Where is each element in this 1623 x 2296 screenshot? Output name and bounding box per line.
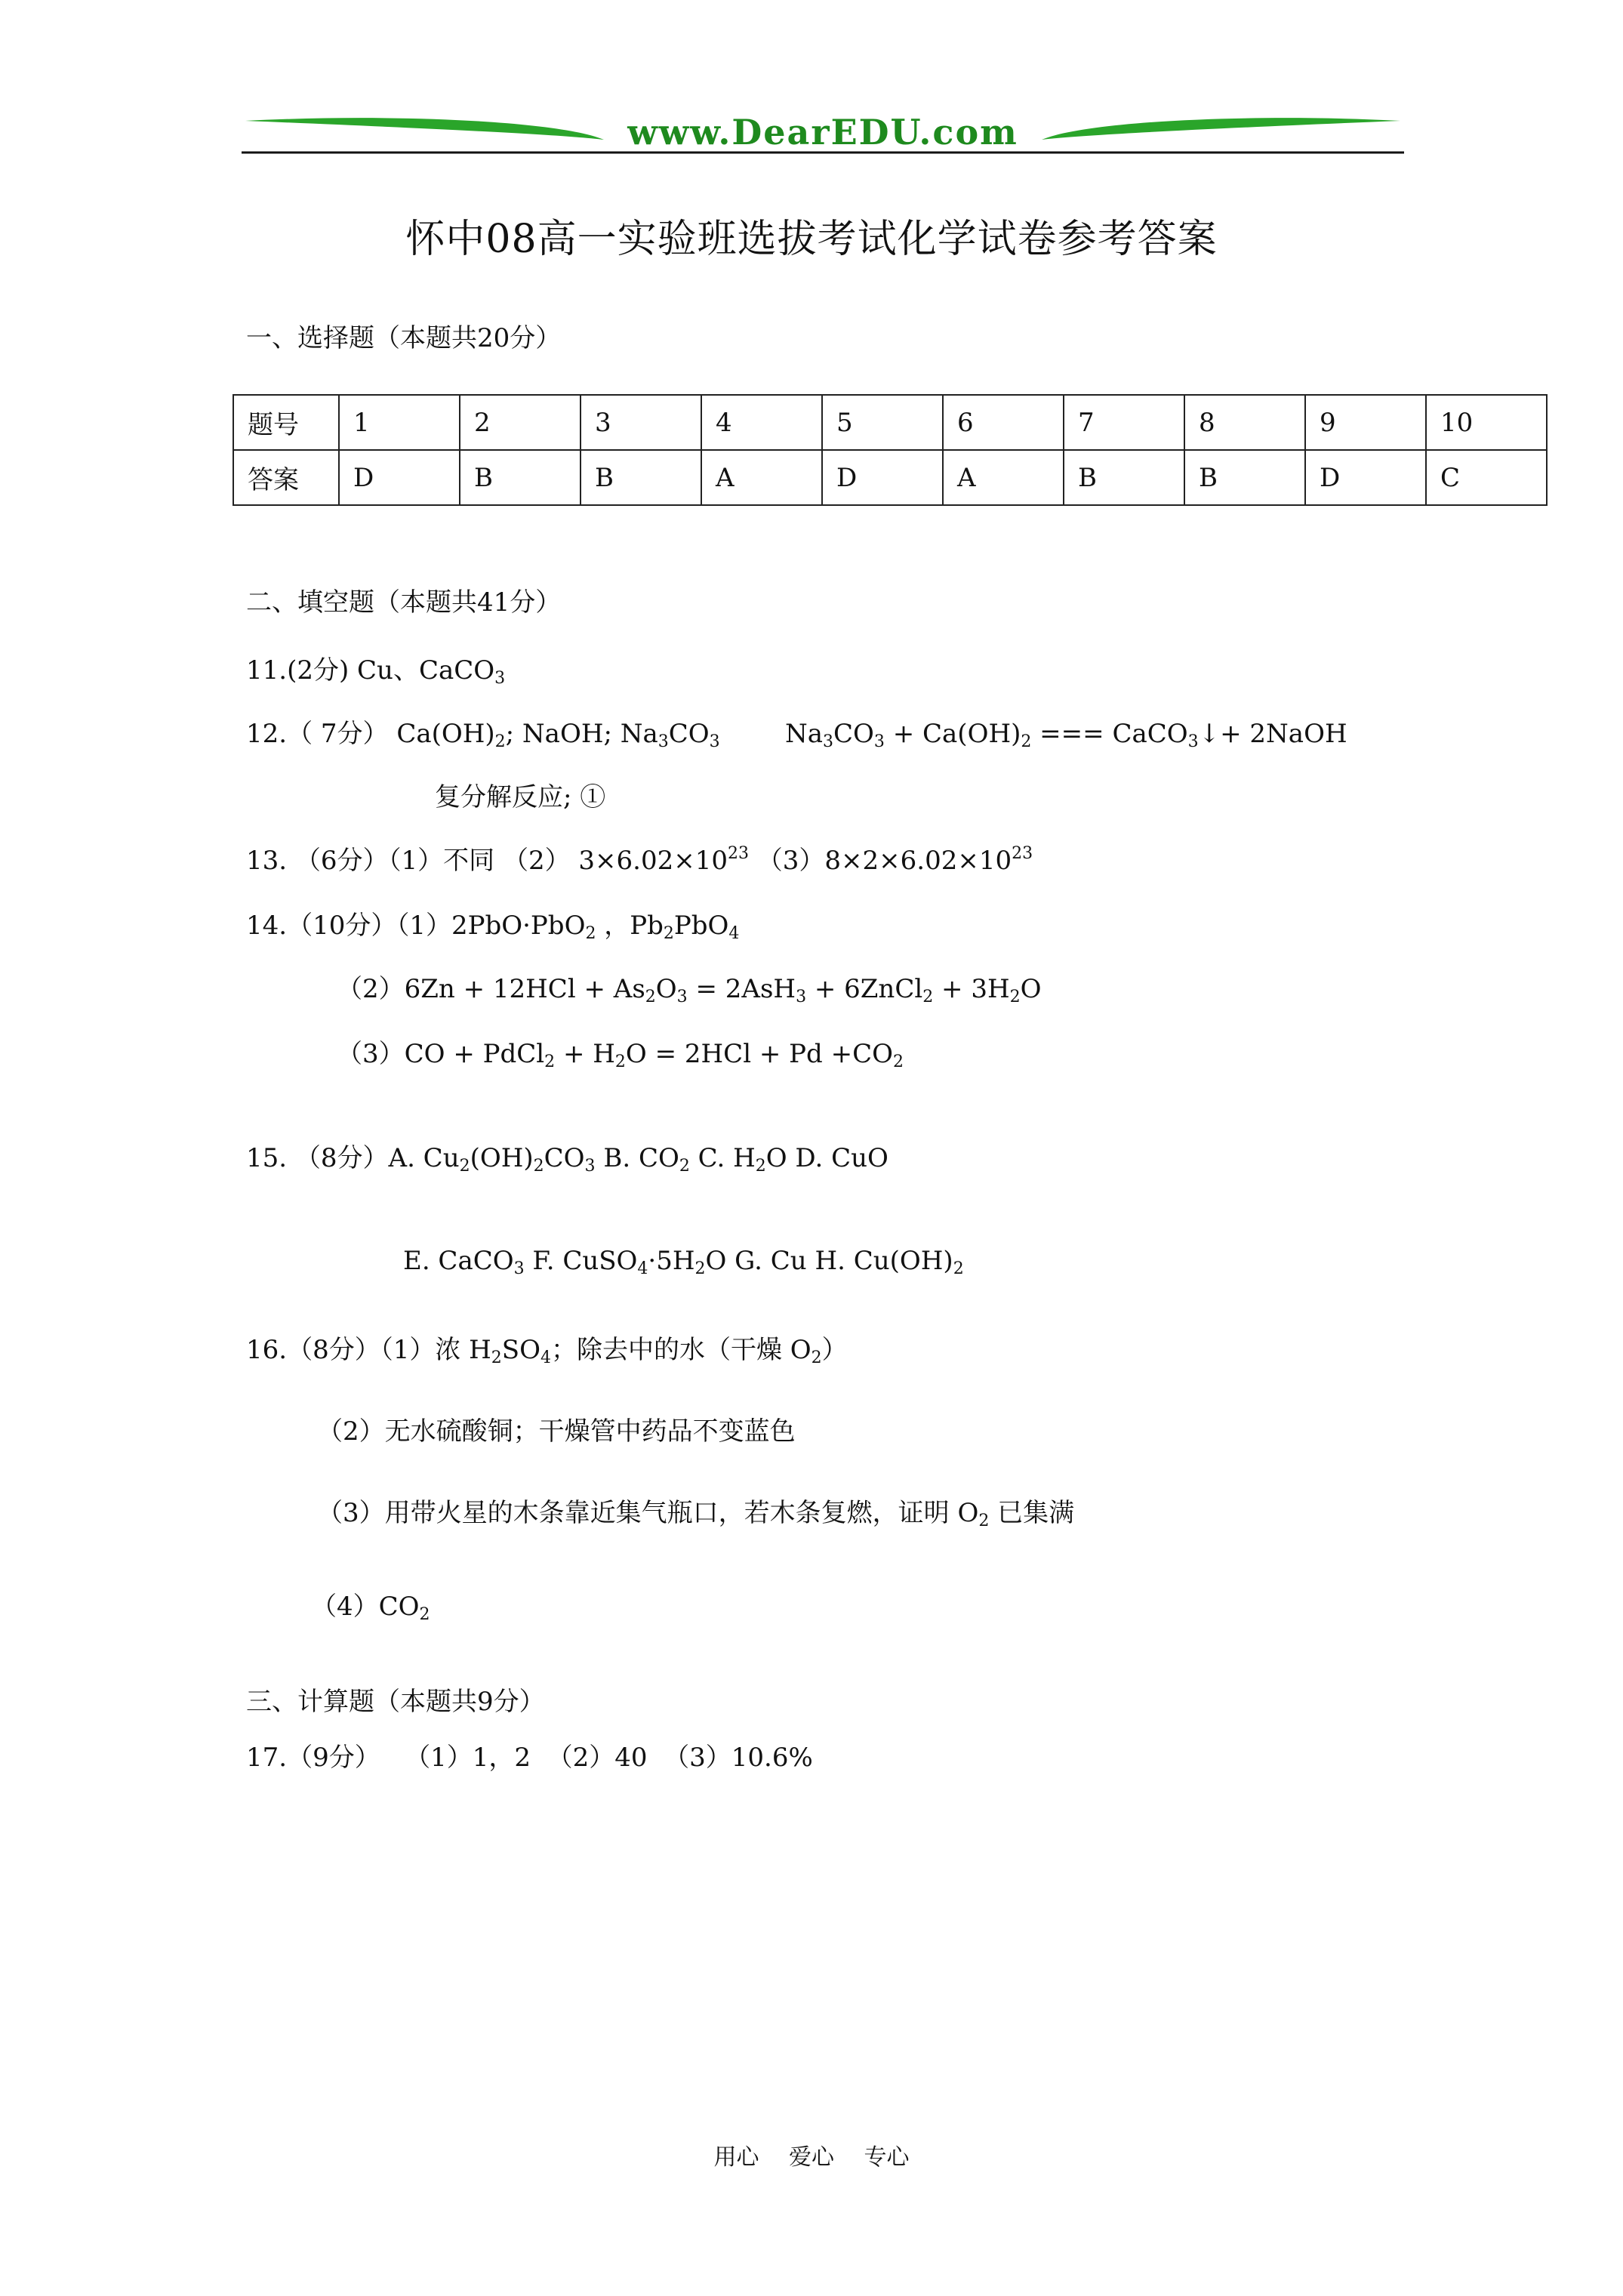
table-cell: D xyxy=(339,450,460,505)
answer-q17: 17.（9分） （1）1，2 （2）40 （3）10.6% xyxy=(246,1743,813,1773)
table-row-answers xyxy=(233,450,1547,505)
table-cell: 6 xyxy=(943,395,1064,450)
page-footer: 用心 爱心 专心 xyxy=(713,2144,910,2171)
answer-q14-line3: （3）CO + PdCl$_2$ + $H_2O = 2HCl + Pd +CO_2$ xyxy=(337,1039,904,1071)
answer-q15-line2: E. CaCO$_3$ F. $CuSO_4\cdot 5H_2O$ G. Cu H. $Cu(OH)_2$ xyxy=(403,1246,964,1278)
table-cell: B xyxy=(1184,450,1305,505)
page-title: 怀中08高一实验班选拔考试化学试卷参考答案 xyxy=(405,217,1218,262)
table-cell: 9 xyxy=(1305,395,1426,450)
table-cell: C xyxy=(1426,450,1547,505)
row-label-answer: 答案 xyxy=(233,450,339,505)
answer-q14-line2: $(2)6Zn + 12HCl + As_2O_3 = 2AsH_3$ + 6ZnCl$_2$ + $3H_2O$ xyxy=(337,974,1042,1006)
table-cell: D xyxy=(1305,450,1426,505)
answer-q16-line3: （3）用带火星的木条靠近集气瓶口，若木条复燃，证明 $O_2$ 已集满 xyxy=(317,1498,1075,1530)
answer-q15-line1: 15. （8分）A. $Cu_2(OH)_2CO_3$ B. $CO_2$ C. $H_2O$ D. CuO xyxy=(246,1143,888,1176)
table-cell: 5 xyxy=(822,395,943,450)
header-banner xyxy=(242,106,1404,166)
table-cell: 8 xyxy=(1184,395,1305,450)
table-cell: 2 xyxy=(460,395,581,450)
answer-q13: 13. （6分）（1）不同 （2） $3\times 6.02\times 10^{23}$ $(3)8\times 2\times 6.02\times 10^{23}$ xyxy=(246,844,1033,876)
answer-q16-line2: （2）无水硫酸铜；干燥管中药品不变蓝色 xyxy=(317,1416,796,1447)
table-cell: B xyxy=(1064,450,1184,505)
section-heading-fill: 二、填空题（本题共41分） xyxy=(246,587,562,618)
answer-q16-line4: $(4)CO_2$ xyxy=(311,1592,430,1624)
answer-q14-line1: 14.（10分）（1）2PbO·PbO$_2$ ，$Pb_2PbO_4$ xyxy=(246,911,740,943)
table-cell: 10 xyxy=(1426,395,1547,450)
answer-q12-line2: 复分解反应; ① xyxy=(435,782,606,812)
table-cell: 7 xyxy=(1064,395,1184,450)
row-label-number: 题号 xyxy=(233,395,339,450)
answer-q16-line1: 16.（8分）（1）浓 $H_2SO_4$；除去中的水（干燥 $O_2$） xyxy=(246,1335,848,1367)
table-cell: D xyxy=(822,450,943,505)
answer-q11: 11.(2分) Cu、CaCO$_3$ xyxy=(246,655,506,688)
table-cell: 3 xyxy=(581,395,701,450)
table-cell: A xyxy=(943,450,1064,505)
answer-q12-equation: $Na_3CO_3 + Ca(OH)_2$ === CaCO$_3$↓+ 2NaOH xyxy=(785,719,1347,751)
table-row-numbers xyxy=(233,395,1547,450)
section-heading-choice: 一、选择题（本题共20分） xyxy=(246,323,562,353)
site-logo-url[interactable]: www.DearEDU.com xyxy=(627,112,1018,153)
table-cell: A xyxy=(701,450,822,505)
table-cell: 4 xyxy=(701,395,822,450)
table-cell: B xyxy=(460,450,581,505)
section-heading-calc: 三、计算题（本题共9分） xyxy=(246,1687,545,1717)
table-cell: 1 xyxy=(339,395,460,450)
answer-table xyxy=(233,394,1548,506)
answer-q12: 12.（ 7分） $Ca(OH)_2$; NaOH; $Na_3CO_3$ xyxy=(246,719,720,751)
table-cell: B xyxy=(581,450,701,505)
